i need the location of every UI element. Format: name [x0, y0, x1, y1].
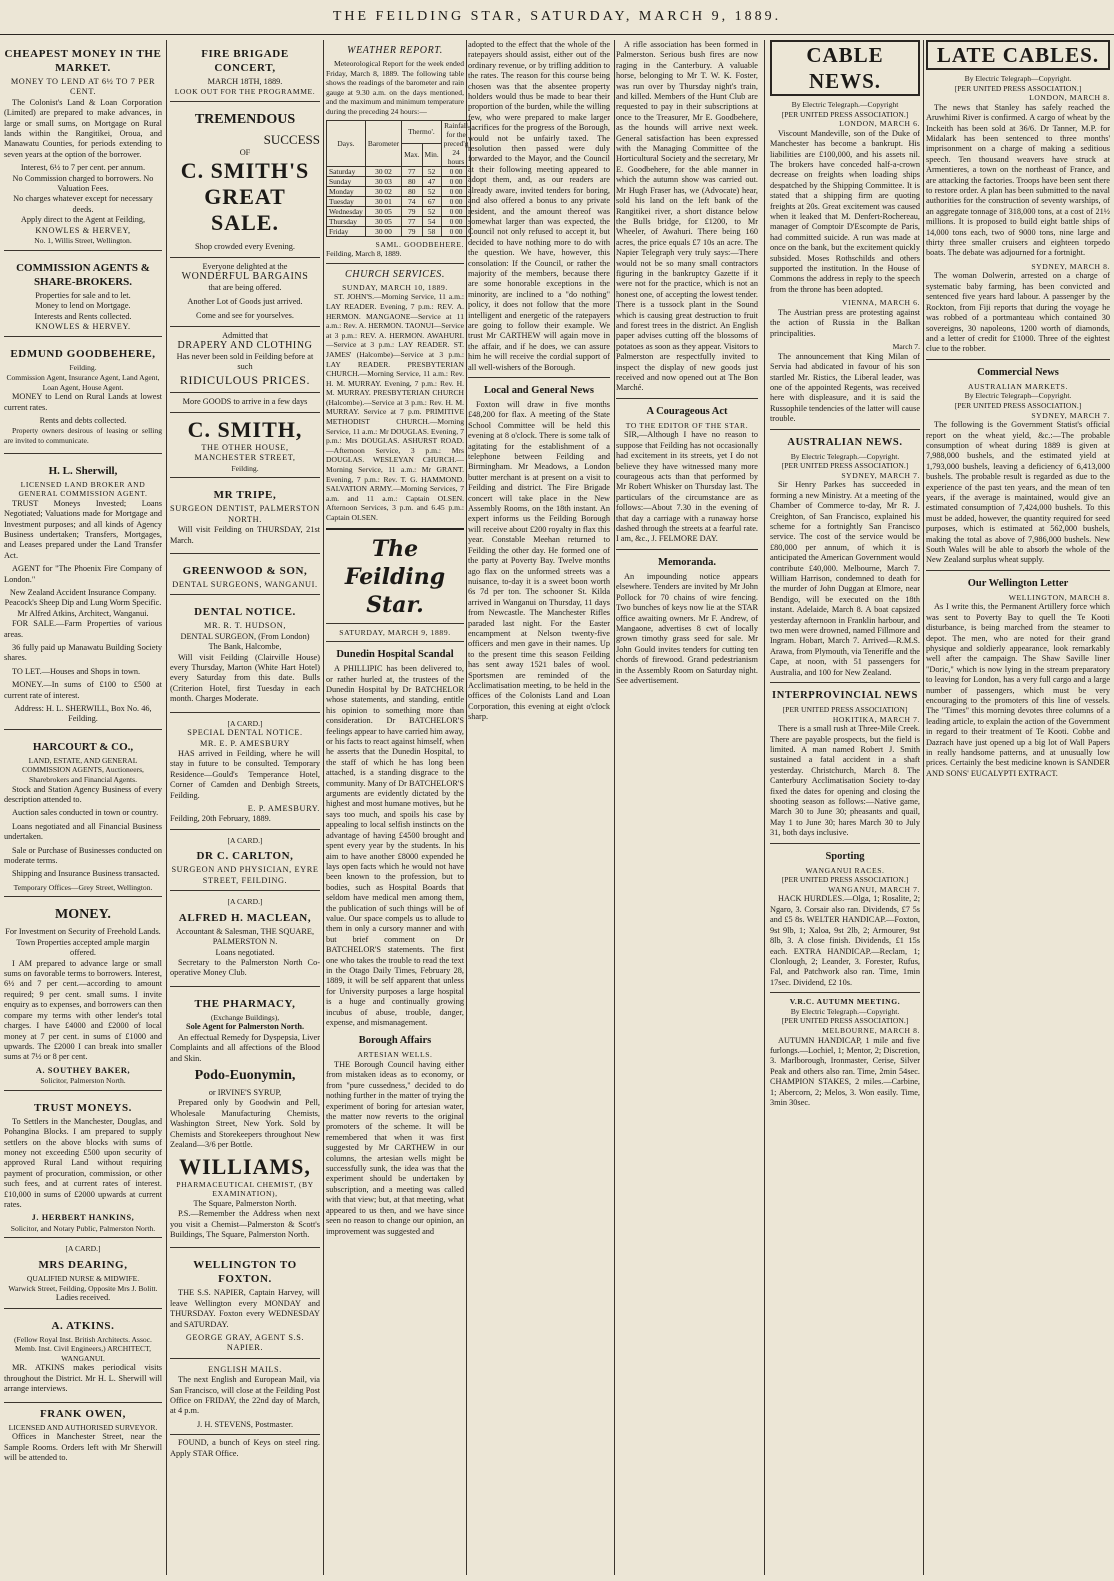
- ad-line: New Zealand Accident Insurance Company.: [9, 587, 157, 597]
- ad-name: MR. E. P. AMESBURY: [199, 738, 291, 748]
- ad-subheading: DENTAL SURGEON, (From London): [180, 631, 310, 641]
- ad-line: No Commission charged to borrowers. No Valuation Fees.: [12, 173, 154, 194]
- weather-signature: SAML. GOODBEHERE.: [375, 239, 464, 249]
- ad-heading: COMMISSION AGENTS & SHARE-BROKERS.: [16, 261, 150, 288]
- ad-body: I AM prepared to advance large or small sums on favorable terms to borrowers. Interest, 6½ and 7 per cent.—according to amount required; 9 per cent. small sums. I invite enquiry as to expenses, and borrowers can then compare my terms with other lender's total charges. I have £4000 and £2000 of local money at 7 per cent. in sums of £1000 and upwards. The £2000 I can break into smaller sums at 7½ or 8 per cent.: [4, 958, 162, 1062]
- ad-line: Shop crowded every Evening.: [195, 242, 295, 252]
- ad-subheading: LICENSED LAND BROKER AND GENERAL COMMISSION AGENT.: [18, 479, 148, 499]
- ad-body: 36 fully paid up Manawatu Building Society shares.: [4, 642, 162, 663]
- weather-cell: 30 03: [365, 176, 401, 186]
- ad-line: More GOODS to arrive in a few days: [182, 397, 308, 407]
- weather-cell: Monday: [327, 186, 366, 196]
- ad-line: RIDICULOUS PRICES.: [179, 373, 311, 388]
- ad-heading: MR TRIPE,: [213, 489, 277, 502]
- ad-body: Property owners desirous of leasing or selling are invited to communicate.: [4, 426, 162, 445]
- atkins-ad: [4, 1312, 162, 1403]
- ad-line: Admitted that: [222, 330, 268, 340]
- weather-header-days: Days.: [327, 120, 366, 166]
- ad-heading: TRUST MONEYS.: [33, 1101, 133, 1114]
- ad-body: FOUND, a bunch of Keys on steel ring. Apply STAR Office.: [170, 1438, 320, 1458]
- commercial-heading: Commercial News: [977, 366, 1059, 378]
- memoranda-body: An impounding notice appears elsewhere. Tenders are invited by Mr John Pollock for 70 chains of wire fencing. Two bunches of keys now lie at the STAR office awaiting owners. Mr F. Andrew, of Mangaone, advertises 8 cwt of locally grown timothy grass seed for sale. Mr John Gould invites tenders for cutting ten chords of firewood. Grand pedestrianism in the Assembly Room on Saturday night. See advertisement.: [616, 571, 758, 685]
- ad-name: C. SMITH'S: [180, 158, 310, 184]
- ad-line: OF: [239, 148, 251, 157]
- weather-header-barometer: Barometer: [365, 120, 401, 166]
- ad-body: P.S.—Remember the Address when next you visit a Chemist—Palmerston & Scott's Buildings, The Square, Palmerston North.: [170, 1209, 320, 1239]
- weather-cell: 30 02: [365, 166, 401, 176]
- english-mails-ad: [170, 1362, 320, 1435]
- borough-heading: Borough Affairs: [358, 1035, 432, 1047]
- ad-address: Warwick Street, Feilding, Opposite Mrs J. Bolitt.: [8, 1283, 158, 1293]
- weather-cell: 77: [402, 166, 422, 176]
- weather-row: [327, 186, 471, 196]
- weather-row: [327, 166, 471, 176]
- cable-body: Viscount Mandeville, son of the Duke of Manchester has become a bankrupt. His liabilities are £100,000, and his assets nil. The brokers have conceded half-a-crown decrease on freights when loading ships despatched by the Shipping Committee. It is stated that a shipping firm are quoting freights at 20s. Great excitement was caused when it leaked that M. Denfert-Rochereau, manager of Comptoir D'Escompte de Paris, had committed suicide. A run was made at once on the bank, but the excitement quickly subsided. Moses Rothschilds and others supported the institution. In the House of Commons the address in reply to the speech from the throne has been adopted.: [770, 128, 920, 294]
- napier-steamer-ad: [170, 1251, 320, 1358]
- weather-row: [327, 216, 471, 226]
- weather-cell: 74: [402, 196, 422, 206]
- ad-body: FOR SALE.—Farm Properties of various areas.: [4, 619, 162, 639]
- ad-card-label: [A CARD.]: [227, 718, 263, 728]
- cable-body: The Austrian press are protesting against the action of Russia in the Balkan principalities.: [770, 307, 920, 338]
- ad-heading: H. L. Sherwill,: [48, 464, 118, 477]
- cable-dateline: March 7.: [892, 342, 920, 352]
- carlton-ad: [170, 833, 320, 891]
- wanganui-body: HACK HURDLES.—Olga, 1; Rosalite, 2; Ngaro, 3. Corsair also ran. Dividends, £7 5s and £5 8s. WELTER HANDICAP.—Foxton, 9st 9lb, 1; Xaloa, 9st 2lb, 2; Armourer, 9st 8lb, 3. A close finish. Dividends, £1 15s each. EXTRA HANDICAP.—Reclam, 1; Clonlough, 2; Leander, 3. Forester, Rufus, Fal, and Patchwork also ran. Time, 1min 17sec. Dividend, £2 10s.: [770, 894, 920, 987]
- ad-line: Peacock's Sheep Dip and Lung Worm Specific.: [4, 598, 162, 608]
- ad-line: Town Properties accepted ample margin offered.: [16, 937, 150, 958]
- courageous-body: SIR,—Although I have no reason to suppose that Feilding has not occasionally had excitement in its streets, yet I do not believe they have witnessed many more courageous acts than that performed by Mr Robert Whisker on Thursday last. The particulars of the circumstance are as follows:—About 7.30 in the evening of that day a carriage with a runaway horse dashed through the streets at a fearful rate. I am, &c., J. FELMORE DAY.: [616, 430, 758, 544]
- ad-name: J. HERBERT HANKINS,: [31, 1213, 135, 1223]
- ad-line: WONDERFUL BARGAINS: [181, 271, 309, 283]
- ad-name: MR. R. T. HUDSON,: [203, 621, 287, 631]
- vrc-body: AUTUMN HANDICAP, 1 mile and five furlongs.—Lochiel, 1; Mentor, 2; Discretion, 3. Marlborough, Ironmaster, Cerise, Silver Peak and others also ran. Time, 2min 54sec. CHAMPION STAKES, 2 miles.—Carbine, 1; Abercorn, 2; Melos, 3. Won easily. Time, 3min 30sec.: [770, 1035, 920, 1107]
- weather-cell: 77: [402, 216, 422, 226]
- weather-cell: 30 05: [365, 206, 401, 216]
- weather-cell: 52: [422, 206, 441, 216]
- harcourt-ad: [4, 733, 162, 898]
- ad-subheading: DENTAL SURGEONS, WANGANUI.: [172, 579, 318, 589]
- column-rule: [166, 40, 167, 1575]
- weather-date: Feilding, March 8, 1889.: [326, 249, 402, 259]
- ad-line: or IRVINE'S SYRUP,: [208, 1088, 282, 1098]
- ad-subheading: MONEY TO LEND AT 6½ TO 7 PER CENT.: [10, 77, 156, 97]
- ad-name: Podo-Euonymin,: [194, 1068, 296, 1084]
- weather-cell: 30 01: [365, 196, 401, 206]
- masthead: THE FEILDING STAR, SATURDAY, MARCH 9, 1889.: [0, 0, 1114, 35]
- hospital-body: A PHILLIPIC has been delivered to, or rather hurled at, the trustees of the Dunedin Hospital by Dr BATCHELOR whose statements, and standing, entitle his opinion to something more than consideration. Dr BATCHELOR'S feelings appear to have carried him away, or his facts to react against himself, when he asserts that the Dunedin Hospital, to the staff of which he has long been attached, is a standing disgrace to the community. Many of Dr BATCHELOR'S arguments are evidently dictated by the highest and most humane motives, but he says too much, and spoils his case by appealing to local selfish instincts on the advantage of having £4500 brought and spent every year by the students. In his aim to have another £8000 expended he lays open facts which he would not have been known to the profession, but to bodies, such as Hospital Boards that seldom have medical men among them, the publication of such things will be of value. Our space compels us to allude to them in only a cursory manner and with but brief comment on Dr BATCHELOR'S statements. The first one who takes the trouble to read the text in the Otago Daily Times, February 28, 1889, it will be self apparent that unless for University purposes a large hospital is a huge and continually growing incubus of abuse, trouble, danger, expense, and mismanagement.: [326, 664, 464, 1027]
- ad-body: TRUST Moneys Invested; Loans Negotiated; Valuations made for Mortgage and Investment purposes; and all kinds of Agency Business undertaken; Transfers, Mortgages, and Leases prepared under the Land Transfer Act.: [4, 498, 162, 560]
- weather-cell: 0 00: [441, 226, 471, 236]
- church-heading: CHURCH SERVICES.: [345, 268, 445, 280]
- ad-heading: ENGLISH MAILS.: [208, 1364, 282, 1374]
- ad-body: Secretary to the Palmerston North Co-operative Money Club.: [170, 958, 320, 978]
- amesbury-ad: [170, 716, 320, 830]
- column-4-left: [468, 40, 610, 726]
- column-4-right: [616, 40, 758, 689]
- ad-address: Solicitor, Palmerston North.: [40, 1076, 126, 1086]
- weather-cell: 30 02: [365, 186, 401, 196]
- ad-body: Will visit Feilding on THURSDAY, 21st March.: [170, 525, 320, 545]
- ad-subheading: LAND, ESTATE, AND GENERAL COMMISSION AGENTS, Auctioneers, Sharebrokers and Financial Agents.: [22, 755, 144, 784]
- ad-body: The Colonist's Land & Loan Corporation (Limited) are prepared to make advances, in large or small sums, on Mortgage on Rural lands within the Rangitikei, Oroua, and Manawatu Counties, for periods extending to seven years at the option of the borrower.: [4, 97, 162, 159]
- inter-body: There is a small rush at Three-Mile Creek. There are payable prospects, but the field is limited. A man named Robert J. Smith sustained a fatal accident in a shaft yesterday. Christchurch, March 8. The Canterbury Acclimatisation Society to-day fixed the dates for opening and closing the shooting season as follows:—Native game, March 30 to June 30; pheasants and quail, May 1 to June 30; hares March 30 to July 31, both days inclusive.: [770, 724, 920, 838]
- ad-body: MR. ATKINS makes periodical visits throughout the District. Mr H. L. Sherwill will arrange interviews.: [4, 1363, 162, 1394]
- weather-row: [327, 176, 471, 186]
- ad-heading: FRANK OWEN,: [39, 1407, 127, 1420]
- ad-body: Stock and Station Agency Business of every description attended to.: [4, 784, 162, 804]
- ad-body: Loans negotiated and all Financial Business undertaken.: [4, 821, 162, 842]
- vrc-assoc: [PER UNITED PRESS ASSOCIATION.]: [781, 1016, 909, 1026]
- local-news-body: Foxton will draw in five months £48,200 for flax. A meeting of the State School Committee will be held this evening at 8 o'clock. There is some talk of agitating for the establishment of a telephone between Feilding and Birmingham. Mr Meadows, a London butter merchant is at present on a visit to Feilding and district. The Fire Brigade concert will take place in the New Assembly Rooms, on the 18th instant. An expert informs us the Feilding Borough will receive about £200 royalty in flax this year. Constable Meehan returned to Feilding the other day. He formed one of the party at Poverty Bay. Twelve months ago flax on the unformed streets was a nuisance, to-day it is a sweet boon worth 6s 7d per ton. The schooner St. Kilda arrived in Wanganui on Thursday, 11 days from Newcastle. The Manchester Rifles paraded last night. For the Easter encampment at Nelson twenty-five officers and men gave in their names. Up to the present time this season Feilding has sent away 1521 bales of wool. Sportsmen are reminded of the Acclimatisation meeting, to be held in the offices of the Colonists Land and Loan Corporation, this evening at eight o'clock sharp.: [468, 400, 610, 722]
- ad-heading: FIRE BRIGADE CONCERT,: [201, 48, 289, 74]
- ad-subheading: SURGEON AND PHYSICIAN, EYRE STREET, FEILDING.: [171, 865, 319, 885]
- weather-cell: 47: [422, 176, 441, 186]
- ad-body: Offices in Manchester Street, near the Sample Rooms. Orders left with Mr Sherwill will be attended to.: [4, 1432, 162, 1462]
- ad-heading: TREMENDOUS: [194, 112, 296, 127]
- cable-news-banner: CABLE NEWS.: [770, 40, 920, 96]
- aus-assoc: [PER UNITED PRESS ASSOCIATION.]: [781, 461, 909, 471]
- ad-card-label: [A CARD.]: [227, 897, 263, 907]
- column-3: [326, 40, 469, 1575]
- weather-cell: 0 00: [441, 186, 471, 196]
- ad-card-label: [A CARD.]: [65, 1244, 101, 1254]
- ad-address: Address: H. L. SHERWILL, Box No. 46, Feilding.: [14, 704, 152, 724]
- ad-line: Sole Agent for Palmerston North.: [185, 1022, 305, 1032]
- ad-heading: GREENWOOD & SON,: [182, 564, 308, 577]
- ad-address: Solicitor, and Notary Public, Palmerston North.: [10, 1223, 156, 1233]
- ad-line: SUCCESS: [263, 132, 320, 147]
- ad-body: Sale or Purchase of Businesses conducted on moderate terms.: [4, 845, 162, 866]
- ad-subheading: PHARMACEUTICAL CHEMIST, (BY EXAMINATION),: [176, 1179, 314, 1199]
- ad-card-label: [A CARD.]: [227, 835, 263, 845]
- aus-byline: By Electric Telegraph.—Copyright.: [790, 451, 900, 461]
- fire-brigade-ad: [170, 40, 320, 102]
- weather-heading: WEATHER REPORT.: [347, 45, 443, 56]
- ad-name: A. SOUTHEY BAKER,: [35, 1065, 131, 1075]
- ad-line: Properties for sale and to let.: [35, 290, 131, 300]
- artesian-body: THE Borough Council having either from mistaken ideas as to economy, or from "pure cussedness," decided to do nothing further in the matter of trying the experiment of boring for artesian water, the matter now reverts to the original promoters of the scheme. It will be remembered that when it was first suggested by Mr CARTHEW in our columns, the artesian wells might be successfully sunk, the idea was that the experiment should be undertaken by subscription, and a meeting was called with that view; but, at that meeting, what appeared to us then, and we have since seen no reason to change our opinion, an improvement was suggested and: [326, 1060, 464, 1236]
- vrc-heading: V.R.C. AUTUMN MEETING.: [789, 997, 901, 1007]
- weather-cell: 0 00: [441, 206, 471, 216]
- ad-subheading: QUALIFIED NURSE & MIDWIFE.: [26, 1273, 140, 1283]
- markets-byline: By Electric Telegraph—Copyright.: [964, 391, 1072, 401]
- ad-line: Come and see for yourselves.: [196, 311, 294, 321]
- wanganui-dateline: WANGANUI, MARCH 7.: [828, 884, 920, 894]
- ad-heading: CHEAPEST MONEY IN THE MARKET.: [4, 48, 162, 74]
- ad-signature: J. H. STEVENS, Postmaster.: [196, 1419, 294, 1429]
- weather-cell: Tuesday: [327, 196, 366, 206]
- ad-body: An effectual Remedy for Dyspepsia, Liver Complaints and all affections of the Blood and Skin.: [170, 1032, 320, 1063]
- interprovincial-heading: INTERPROVINCIAL NEWS: [772, 690, 918, 702]
- column-rule: [323, 40, 324, 1575]
- late-body: The news that Stanley has safely reached the Aruwhimi River is confirmed. A cargo of wheat by the Inckeith has been sold at 36/6. Dr Tanner, M.P. for Midalark has been sentenced to three months' imprisonment on a charge of making a seditious speech. Ten thousand weavers have struck at Armentieres, a town on the northeast of France, and are attacking the factories. Troops have been sent there to restore order. A plan has been submitted to the naval authorities for the construction of seventy warships, of an aggregate tonnage of 318,000 tons, at a cost of 21½ millions. It is proposed to build eight battle ships of 14,000 tons each, two of 9000 tons, nine large and thirty three smaller cruisers and eighteen torpedo boats. The debate was adjourned for a fortnight.: [926, 102, 1110, 258]
- ad-line: Apply direct to the Agent at Feilding,: [20, 215, 146, 225]
- ad-line: Another Lot of Goods just arrived.: [187, 297, 303, 307]
- news-items-body: A rifle association has been formed in Palmerston. Serious bush fires are now raging in the Canterbury. A valuable horse, belonging to Mr T. W. K. Foster, was run over by Thursday night's train, and killed. Members of the Hunt Club are requested to pay in their subscriptions at once to the Treasurer, Mr E. Goodbehere, as the hounds will arrive next week. General satisfaction has been expressed with the Managing Committee of the Horticultural Society and the secretary, Mr E. Goodbehere, for the able manner in which the autumn show was carried out. Mr Hugh Fraser has, we (Advocate) hear, sold his land on the left bank of the Rangitikei river, a short distance below the Bulls bridge, for £1200, to Mr Wheeler, of Awahuri. There being 160 acres, the price equals £7 10s an acre. The Napier Telegraph very truly says:—There would not be so many small contractors figuring in the bankruptcy Gazette if it were not for the practice, which is not an honest one, of accepting the lowest tender. There is a tussock plant in the Sound which is causing great destruction to fruit and forest trees in the district. An English paper advises cutting off the blossoms of potatoes as soon as they appear. Visitors to Palmerston are respectfully invited to inspect the display of new goods just received and now opened out at The Bon Marché.: [616, 40, 758, 393]
- inter-dateline: HOKITIKA, MARCH 7.: [832, 714, 920, 724]
- ad-address: No. 1, Willis Street, Wellington.: [34, 236, 132, 246]
- wellington-letter-heading: Our Wellington Letter: [967, 577, 1069, 589]
- weather-intro: Meteorological Report for the week ended Friday, March 8, 1889. The following table shows the readings of the barometer and rain gauge at 9.30 a.m. on the days mentioned, and the maximum and minimum temperature during the preceding 24 hours:—: [326, 59, 464, 116]
- late-dateline: SYDNEY, MARCH 8.: [1031, 261, 1110, 271]
- weather-cell: Thursday: [327, 216, 366, 226]
- ad-line: For Investment on Security of Freehold Lands.: [5, 927, 161, 937]
- ad-line: Feilding.: [69, 363, 97, 373]
- weather-cell: 0 00: [441, 216, 471, 226]
- ad-line: Money to lend on Mortgage.: [35, 301, 131, 311]
- courageous-heading: A Courageous Act: [646, 405, 728, 417]
- greenwood-ad: [170, 557, 320, 595]
- markets-dateline: SYDNEY, MARCH 7.: [1031, 410, 1110, 420]
- column-4: [468, 40, 758, 1575]
- ad-line: Interest, 6½ to 7 per cent. per annum.: [20, 163, 146, 173]
- weather-cell: 80: [402, 176, 422, 186]
- ad-heading: MONEY.: [55, 907, 111, 923]
- found-keys-ad: [170, 1438, 320, 1459]
- ad-line: that are being offered.: [208, 282, 282, 292]
- weather-cell: 54: [422, 216, 441, 226]
- ad-body: HAS arrived in Feilding, where he will stay in future to be consulted. Temporary Residence—Gould's Temperance Hotel, Corner of Camden and Denbigh Streets, Feilding.: [170, 748, 320, 800]
- memoranda-heading: Memoranda.: [657, 556, 717, 568]
- weather-cell: 80: [402, 186, 422, 196]
- ad-address: The Bank, Halcombe,: [208, 642, 282, 652]
- ad-name: WILLIAMS,: [179, 1153, 311, 1179]
- ad-body: To Settlers in the Manchester, Douglas, and Pohangina Blocks. I am prepared to supply settlers on the above blocks with sums of money not exceeding £500 upon security of approved Rural Land without requiring payment of procuration, commission, or other such fees, and at current rates of interest. £10,000 in sums of £2000 upwards at current rates.: [4, 1116, 162, 1209]
- tripe-ad: [170, 481, 320, 554]
- column-6: [926, 40, 1110, 1575]
- artesian-continued: adopted to the effect that the whole of the ratepayers should assist, either out of the ordinary revenue, or by trifling addition to the rates. The reason for this course being chosen was that the absentee property holders would thus be made to bear their proportion of the burden, while the willing few, who were prepared to make larger sacrifices for the progress of the Borough, would not be unfairly taxed. The resolution then passed were duly forwarded to the Mayor, and the Council at their following meeting appeared to adopt them, and, as our readers are already aware, invited tenders for boring, and also offered a bonus to any private resident, and the amount thereof was somewhat larger than was expected, the Council not only refused to accept it, but decided to have nothing more to do with the question. We have, however, this consolation: If the Council, or rather the majority of the members, because there are some honorable exceptions in the minority, are inclined to a "do nothing" policy, it does not follow that the more intelligent and energetic of the ratepayers are going to follow their example. We trust Mr CARTHEW will again move in the affair, and if he does, we can assure him he will receive the cordial support of all well-wishers of the Borough.: [468, 40, 610, 372]
- wanganui-races-heading: WANGANUI RACES.: [805, 865, 885, 875]
- wellington-dateline: WELLINGTON, MARCH 8.: [1008, 592, 1110, 602]
- weather-cell: 52: [422, 186, 441, 196]
- weather-row: [327, 196, 471, 206]
- ad-line: Mr Alfred Atkins, Architect, Wanganui.: [17, 608, 149, 618]
- artesian-heading: ARTESIAN WELLS.: [357, 1050, 433, 1060]
- pharmacy-ad: [170, 990, 320, 1248]
- ad-heading: EDMUND GOODBEHERE,: [10, 348, 156, 361]
- weather-row: [327, 226, 471, 236]
- wellington-body: As I write this, the Permanent Artillery force which was sent to Poverty Bay to quell the Te Kooti disturbance, is being marched from the steamer to depot. The men, who are noted for their grand physique and soldierly appearance, look remarkably well after the campaign. The Shaw Saville liner "Doric," which is now lying in the stream preparatory to leaving for London, has a very full cargo and a large number of passengers, which must be very encouraging to the promoters of this line of vessels. The "Times" this morning devotes three columns of a leading article, to explain the action of the Government in regard to their treatment of Te Kooti. Cobbe and Dazrach have just opened up a big lot of Wall Papers in really handsome patterns, and at unusually low prices. Certainly the best medicine known is SANDER AND SONS' EUCALYPTI EXTRACT.: [926, 602, 1110, 778]
- ad-subheading: (Exchange Buildings),: [210, 1012, 280, 1022]
- column-2: [170, 40, 320, 1575]
- ad-signature: GEORGE GRAY, AGENT S.S. NAPIER.: [185, 1332, 305, 1353]
- ad-line: Loans negotiated.: [215, 947, 275, 957]
- paper-title: The Feilding Star.: [344, 535, 446, 618]
- ad-heading: WELLINGTON TO FOXTON.: [193, 1259, 297, 1286]
- column-rule: [923, 40, 924, 1575]
- inter-assoc: [PER UNITED PRESS ASSOCIATION]: [782, 705, 908, 715]
- weather-cell: Sunday: [327, 176, 366, 186]
- ad-heading: THE PHARMACY,: [194, 997, 296, 1010]
- weather-cell: 79: [402, 206, 422, 216]
- ad-line: Feilding.: [231, 463, 259, 473]
- late-assoc: [PER UNITED PRESS ASSOCIATION.]: [954, 83, 1082, 93]
- ad-name: C. SMITH,: [187, 416, 303, 442]
- sporting-heading: Sporting: [825, 850, 865, 862]
- ad-heading: HARCOURT & CO.,: [32, 740, 134, 753]
- ad-heading: DR C. CARLTON,: [196, 850, 294, 863]
- maclean-ad: [170, 894, 320, 987]
- ad-heading: SPECIAL DENTAL NOTICE.: [187, 728, 303, 738]
- column-1: [4, 40, 162, 1575]
- weather-cell: 67: [422, 196, 441, 206]
- cable-assoc: [PER UNITED PRESS ASSOCIATION.]: [781, 109, 909, 119]
- ad-line: DRAPERY AND CLOTHING: [177, 340, 313, 352]
- local-news-heading: Local and General News: [484, 385, 594, 396]
- courageous-sub: TO THE EDITOR OF THE STAR.: [625, 420, 749, 430]
- weather-table: [326, 120, 471, 237]
- ad-name: KNOWLES & HERVEY,: [35, 225, 131, 235]
- column-rule: [764, 40, 765, 1575]
- ad-signature: E. P. AMESBURY.: [247, 804, 320, 813]
- weather-cell: 0 00: [441, 176, 471, 186]
- cable-dateline: VIENNA, MARCH 6.: [842, 298, 920, 308]
- ad-address: The Square, Palmerston North.: [193, 1198, 297, 1208]
- late-dateline: LONDON, MARCH 8.: [1029, 93, 1110, 103]
- cable-body: The announcement that King Milan of Servia had abdicated in favour of his son startled Mr. Ristics, the Liberal leader, was one of the appointed Regents, was received here with displeasure, and it is said the Russophile tendencies of the latter will cause trouble.: [770, 351, 920, 424]
- weather-cell: 58: [422, 226, 441, 236]
- ad-body: TO LET.—Houses and Shops in town.: [12, 666, 141, 676]
- ad-body: Shipping and Insurance Business transacted.: [12, 869, 160, 879]
- markets-body: The following is the Government Statist's official report on the wheat yield, &c.:—The probable consumption of wheat during 1889 is given at 7,988,000 bushels, and the estimated yield at 1,793,000 bushels, leaving a deficiency of 6,413,000 bushels. The probable result is regarded as due to the experience of the past ten years, and the mean of ten years, if the average is maintained, would give an estimated consumption of 7,424,000 bushels. To this must be added, however, the quantity required for seed purposes, which is estimated at 562,000 bushels, making the total as above of 7,986,000 bushels. New South Wales will be able to absorb the whole of the New Zealand surplus wheat supply.: [926, 420, 1110, 565]
- owen-ad: [4, 1407, 162, 1464]
- aus-dateline: SYDNEY, MARCH 7.: [841, 470, 920, 480]
- church-date: SUNDAY, MARCH 10, 1889.: [342, 282, 448, 292]
- late-body: The woman Dolwerin, arrested on a charge of systematic baby farming, has been convicted and sentenced five years hard labour. A passenger by the Rockton, from Fiji reports that during the voyage he was robbed of a portmanteau which contained 30 sovereigns, 30 napoleons, 1200 worth of diamonds, and a letter of credit for £1000. Three of the eightest clue to the robber.: [926, 271, 1110, 354]
- weather-table-body: [327, 166, 471, 236]
- ad-body: AGENT for "The Phoenix Fire Company of London.": [4, 564, 162, 584]
- australian-news-heading: AUSTRALIAN NEWS.: [787, 436, 903, 448]
- ad-line: Rents and debts collected.: [39, 415, 127, 425]
- weather-cell: 0 00: [441, 166, 471, 176]
- ad-line: THE OTHER HOUSE,: [201, 442, 289, 452]
- wanganui-assoc: [PER UNITED PRESS ASSOCIATION.]: [781, 875, 909, 885]
- ad-address: Temporary Offices—Grey Street, Wellington.: [13, 882, 153, 892]
- colonists-loan-ad: [4, 40, 162, 251]
- hudson-ad: [170, 598, 320, 712]
- late-cables-banner: LATE CABLES.: [926, 40, 1110, 70]
- weather-header-min: Min.: [422, 143, 441, 166]
- vrc-byline: By Electric Telegraph.—Copyright.: [790, 1006, 900, 1016]
- ad-heading: ALFRED H. MACLEAN,: [178, 911, 312, 924]
- sherwill-ad: [4, 457, 162, 730]
- ad-heading: DENTAL NOTICE.: [194, 606, 296, 619]
- ad-body: THE S.S. NAPIER, Captain Harvey, will leave Wellington every MONDAY and THURSDAY. Foxton every WEDNESDAY and SATURDAY.: [170, 1288, 320, 1329]
- ad-subheading: (Fellow Royal Inst. British Architects. Assoc. Memb. Inst. Civil Engineers,) ARCHITECT, WANGANUI.: [14, 1334, 152, 1363]
- ad-subheading: LICENSED AND AUTHORISED SURVEYOR.: [8, 1422, 158, 1432]
- weather-header-rain: Rainfall for the preced'g 24 hours: [441, 120, 471, 166]
- ad-line: Commission Agent, Insurance Agent, Land Agent, Loan Agent, House Agent.: [6, 372, 160, 392]
- dearing-ad: [4, 1241, 162, 1308]
- weather-header-max: Max.: [402, 143, 422, 166]
- ad-body: MONEY.—In sums of £100 to £500 at current rate of interest.: [4, 680, 162, 700]
- ad-body: Will visit Feilding (Clairville House) every Thursday, Marton (White Hart Hotel) every Saturday from this date. Bulls (Criterion Hotel, first Tuesday in each month. Charges Moderate.: [170, 652, 320, 704]
- ad-line: Ladies received.: [55, 1293, 111, 1303]
- ad-line: No charges whatever except for necessary deeds.: [13, 194, 153, 214]
- ad-line: Everyone delighted at the: [202, 261, 288, 271]
- ad-name: KNOWLES & HERVEY.: [35, 321, 131, 331]
- paper-date: SATURDAY, MARCH 9, 1889.: [339, 627, 451, 637]
- weather-cell: Friday: [327, 226, 366, 236]
- weather-row: [327, 206, 471, 216]
- smith-sale-ad: [170, 105, 320, 478]
- goodbehere-ad: [4, 340, 162, 453]
- markets-heading: AUSTRALIAN MARKETS.: [968, 381, 1068, 391]
- hospital-heading: Dunedin Hospital Scandal: [336, 649, 454, 661]
- ad-body: Auction sales conducted in town or country.: [12, 808, 159, 818]
- ad-heading: MRS DEARING,: [38, 1258, 128, 1271]
- late-byline: By Electric Telegraph—Copyright.: [964, 74, 1072, 83]
- cable-byline: By Electric Telegraph.—Copyright: [791, 100, 899, 109]
- ad-line: Interests and Rents collected.: [34, 311, 132, 321]
- trust-moneys-ad: [4, 1094, 162, 1239]
- vrc-dateline: MELBOURNE, MARCH 8.: [822, 1025, 920, 1035]
- ad-line: MARCH 18TH, 1889.: [207, 77, 283, 86]
- weather-cell: 52: [422, 166, 441, 176]
- ad-line: MANCHESTER STREET,: [194, 453, 296, 463]
- aus-body: Sir Henry Parkes has succeeded in forming a new Ministry. At a meeting of the Chamber of Commerce to-day, Mr R. J. Creighton, of San Francisco, explained his scheme for a fortnightly San Francisco service. The cost of the service would be £80,000 per annum, of which it is anticipated the American Government would contribute £40,000. Melbourne, March 7. William Harrison, condemned to death for the murder of John Duggan at Elmore, near Bendigo, will be executed on the 18th instant. Adelaide, March 8. A boat capsized yesterday afternoon in Franklin harbour, and two men were drowned, named Fillmore and Ingram. Hobart, March 7. Arrived—R.M.S. Arawa, from Plymouth, via Teneriffe and the Cape, at noon, with 51 passengers for Australia, and 100 for New Zealand.: [770, 480, 920, 677]
- weather-cell: Saturday: [327, 166, 366, 176]
- ad-name: GREAT SALE.: [204, 184, 286, 236]
- weather-cell: Wednesday: [327, 206, 366, 216]
- markets-assoc: [PER UNITED PRESS ASSOCIATION.]: [954, 400, 1082, 410]
- church-body: ST. JOHN'S.—Morning Service, 11 a.m.: LAY READER. Evening, 7 p.m.: REV. A. HERMON. MANGAONE—Service at 11 a.m.: Rev. A. HERMON. TAONUI—Service at 3 p.m.: REV. A. HERMON. AWAHURI.—Service at 3 p.m.: LAY READER. ST. JAMES' (Halcombe)—Service at 3 p.m.: LAY READER. PRESBYTERIAN CHURCH.—Morning Service, 11 a.m.: Rev. H. M. MURRAY. Evening, 7 p.m.: Rev. H. M. MURRAY. PRESBYTERIAN CHURCH (Halcombe).—Service at 3 p.m.: Rev. H. M. MURRAY. Service at 7 p.m. PRIMITIVE METHODIST CHURCH.—Morning Service, 11 a.m.: Mr DOUGLAS. Evening, 7 p.m.: Mrs DOUGLAS. ASHURST ROAD.—Afternoon Service, 3 p.m.: Mrs DOUGLAS. WESLEYAN CHURCH.—Morning Service, 11 a.m.: Mr GRANT. Evening, 7 p.m.: Rev. T. G. HAMMOND. SALVATION ARMY.—Morning Services, 7 a.m. and 11 a.m.: Captain OLSEN. Afternoon Services, 3 p.m. and 6.45 p.m.: Captain OLSEN.: [326, 292, 464, 522]
- weather-cell: 0 00: [441, 196, 471, 206]
- ad-subheading: SURGEON DENTIST, PALMERSTON NORTH.: [170, 504, 320, 524]
- ad-subheading: Accountant & Salesman, THE SQUARE, PALMERSTON N.: [175, 926, 315, 947]
- ad-heading: A. ATKINS.: [51, 1319, 115, 1332]
- ad-line: Has never been sold in Feilding before at such: [176, 351, 314, 372]
- ad-date: Feilding, 20th February, 1889.: [170, 814, 271, 824]
- weather-cell: 79: [402, 226, 422, 236]
- ad-body: Prepared only by Goodwin and Pell, Wholesale Manufacturing Chemists, Washington Street, New York. Sold by Chemists and Storekeepers throughout New Zealand—3/6 per Bottle.: [170, 1098, 320, 1150]
- column-5: [770, 40, 920, 1575]
- ad-body: The next English and European Mail, via San Francisco, will close at the Feilding Post Office on FRIDAY, the 22nd day of March, at 4 p.m.: [170, 1375, 320, 1416]
- column-rule: [466, 40, 467, 1575]
- weather-header-thermo: Thermo'.: [402, 120, 442, 143]
- ad-line: LOOK OUT FOR THE PROGRAMME.: [174, 87, 316, 97]
- weather-cell: 30 05: [365, 216, 401, 226]
- cable-dateline: LONDON, MARCH 6.: [839, 119, 920, 129]
- ad-body: MONEY to Lend on Rural Lands at lowest current rates.: [4, 392, 162, 412]
- money-ad: [4, 900, 162, 1090]
- weather-cell: 30 00: [365, 226, 401, 236]
- knowles-hervey-ad: [4, 254, 162, 338]
